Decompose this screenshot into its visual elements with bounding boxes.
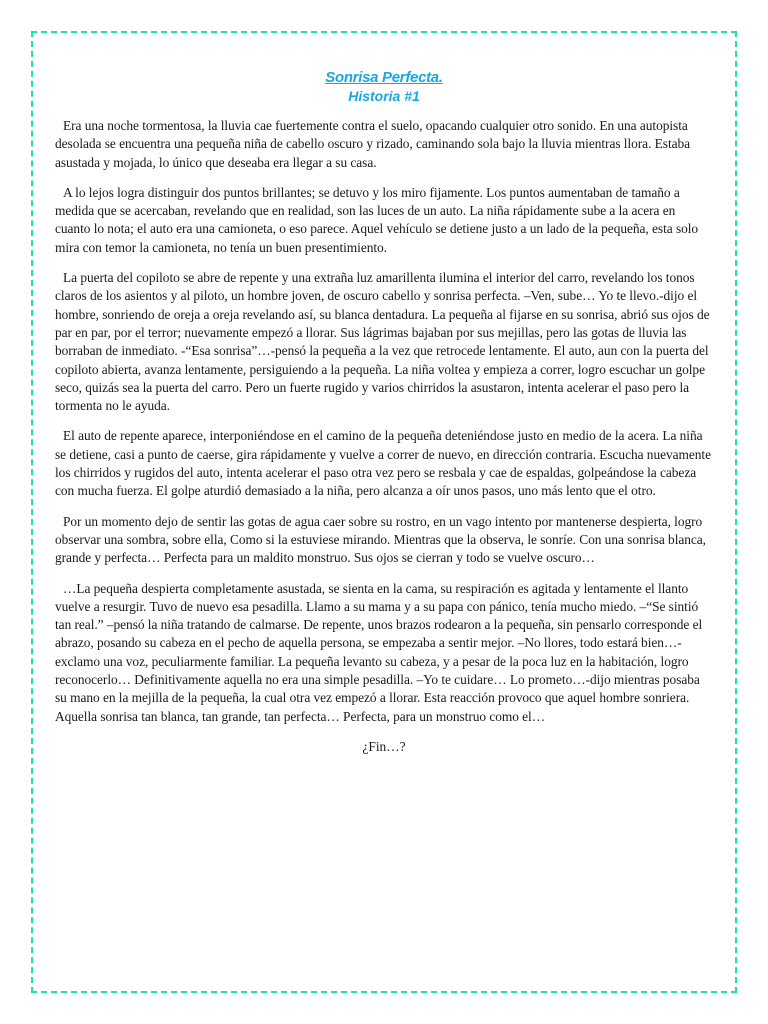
document-body xyxy=(55,68,713,756)
paragraph-6: …La pequeña despierta completamente asustada, se sienta en la cama, su respiración es agitada y lentamente el llanto vuelve a resurgir. Tuvo de nuevo esa pesadilla. Llamo a su mama y a su papa con pánico, tenía mucho miedo. –“Se sintió tan real.” –pensó la niña tratando de calmarse. De repente, unos brazos rodearon a la pequeña, sin pensarlo corresponde el abrazo, posando su cabeza en el pecho de aquella persona, se empezaba a sentir mejor. –No llores, todo estará bien…-exclamo una voz, peculiarmente familiar. La pequeña levanto su cabeza, y a pesar de la poca luz en la habitación, logro reconocerlo… Definitivamente aquella no era una simple pesadilla. –Yo te cuidare… Lo prometo…-dijo mientras posaba su mano en la mejilla de la pequeña, la cual otra vez empezó a llorar. Esta reacción provoco que aquel hombre sonriera. Aquella sonrisa tan blanca, tan grande, tan perfecta… Perfecta, para un monstruo como el… xyxy=(55,580,703,724)
document-title: Sonrisa Perfecta. xyxy=(325,69,443,86)
document-subtitle: Historia #1 xyxy=(348,88,420,104)
paragraph-2: A lo lejos logra distinguir dos puntos brillantes; se detuvo y los miro fijamente. Los puntos aumentaban de tamaño a medida que se acercaban, revelando que en realidad, son las luces de un auto. La niña rápidamente sube a la acera en cuanto lo nota; el auto era una camioneta, o eso parece. Aquel vehículo se detiene justo a un lado de la pequeña, esta solo mira con temor la camioneta, no tenía un buen presentimiento. xyxy=(55,184,699,255)
paragraph-4: El auto de repente aparece, interponiéndose en el camino de la pequeña deteniéndose justo en medio de la acera. La niña se detiene, casi a punto de caerse, gira rápidamente y vuelve a correr de nuevo, en dirección contraria. Escucha nuevamente los chirridos y rugidos del auto, intenta acelerar el paso otra vez pero se resbala y cae de espaldas, golpeándose la cabeza con mucha fuerza. El golpe aturdió demasiado a la niña, pero alcanza a oír unos pasos, uno más lento que el otro. xyxy=(55,428,711,499)
ending-line: ¿Fin…? xyxy=(362,738,406,754)
paragraph-1: Era una noche tormentosa, la lluvia cae fuertemente contra el suelo, opacando cualquier otro sonido. En una autopista desolada se encuentra una pequeña niña de cabello oscuro y rizado, caminando sola bajo la lluvia mientras llora. Estaba asustada y mojada, lo único que deseaba era llegar a su casa. xyxy=(55,118,691,170)
paragraph-5: Por un momento dejo de sentir las gotas de agua caer sobre su rostro, en un vago intento por mantenerse despierta, logro observar una sombra, sobre ella, Como si la estuviese mirando. Mientras que la observa, le sonríe. Con una sonrisa blanca, grande y perfecta… Perfecta para un maldito monstruo. Sus ojos se cierran y todo se vuelve oscuro… xyxy=(55,513,706,566)
paragraph-3: La puerta del copiloto se abre de repente y una extraña luz amarillenta ilumina el interior del carro, revelando los tonos claros de los asientos y al piloto, un hombre joven, de oscuro cabello y sonrisa perfecta. –Ven, sube… Yo te llevo.-dijo el hombre, sonriendo de oreja a oreja revelando así, su blanca dentadura. La pequeña al fijarse en su sonrisa, abrió sus ojos de par en par, por el terror; nuevamente empezó a llorar. Sus lágrimas bajaban por sus mejillas, pero las gotas de lluvia las borraban de inmediato. -“Esa sonrisa”…-pensó la pequeña a la vez que retrocede lentamente. El auto, aun con la puerta del copiloto abierta, avanza lentamente, persiguiendo a la pequeña. La niña voltea y empieza a correr, logro escuchar un golpe seco, quizás sea la puerta del carro. Pero un fuerte rugido y varios chirridos la asustaron, intenta acelerar el paso pero la tormenta no le ayuda. xyxy=(55,270,710,414)
